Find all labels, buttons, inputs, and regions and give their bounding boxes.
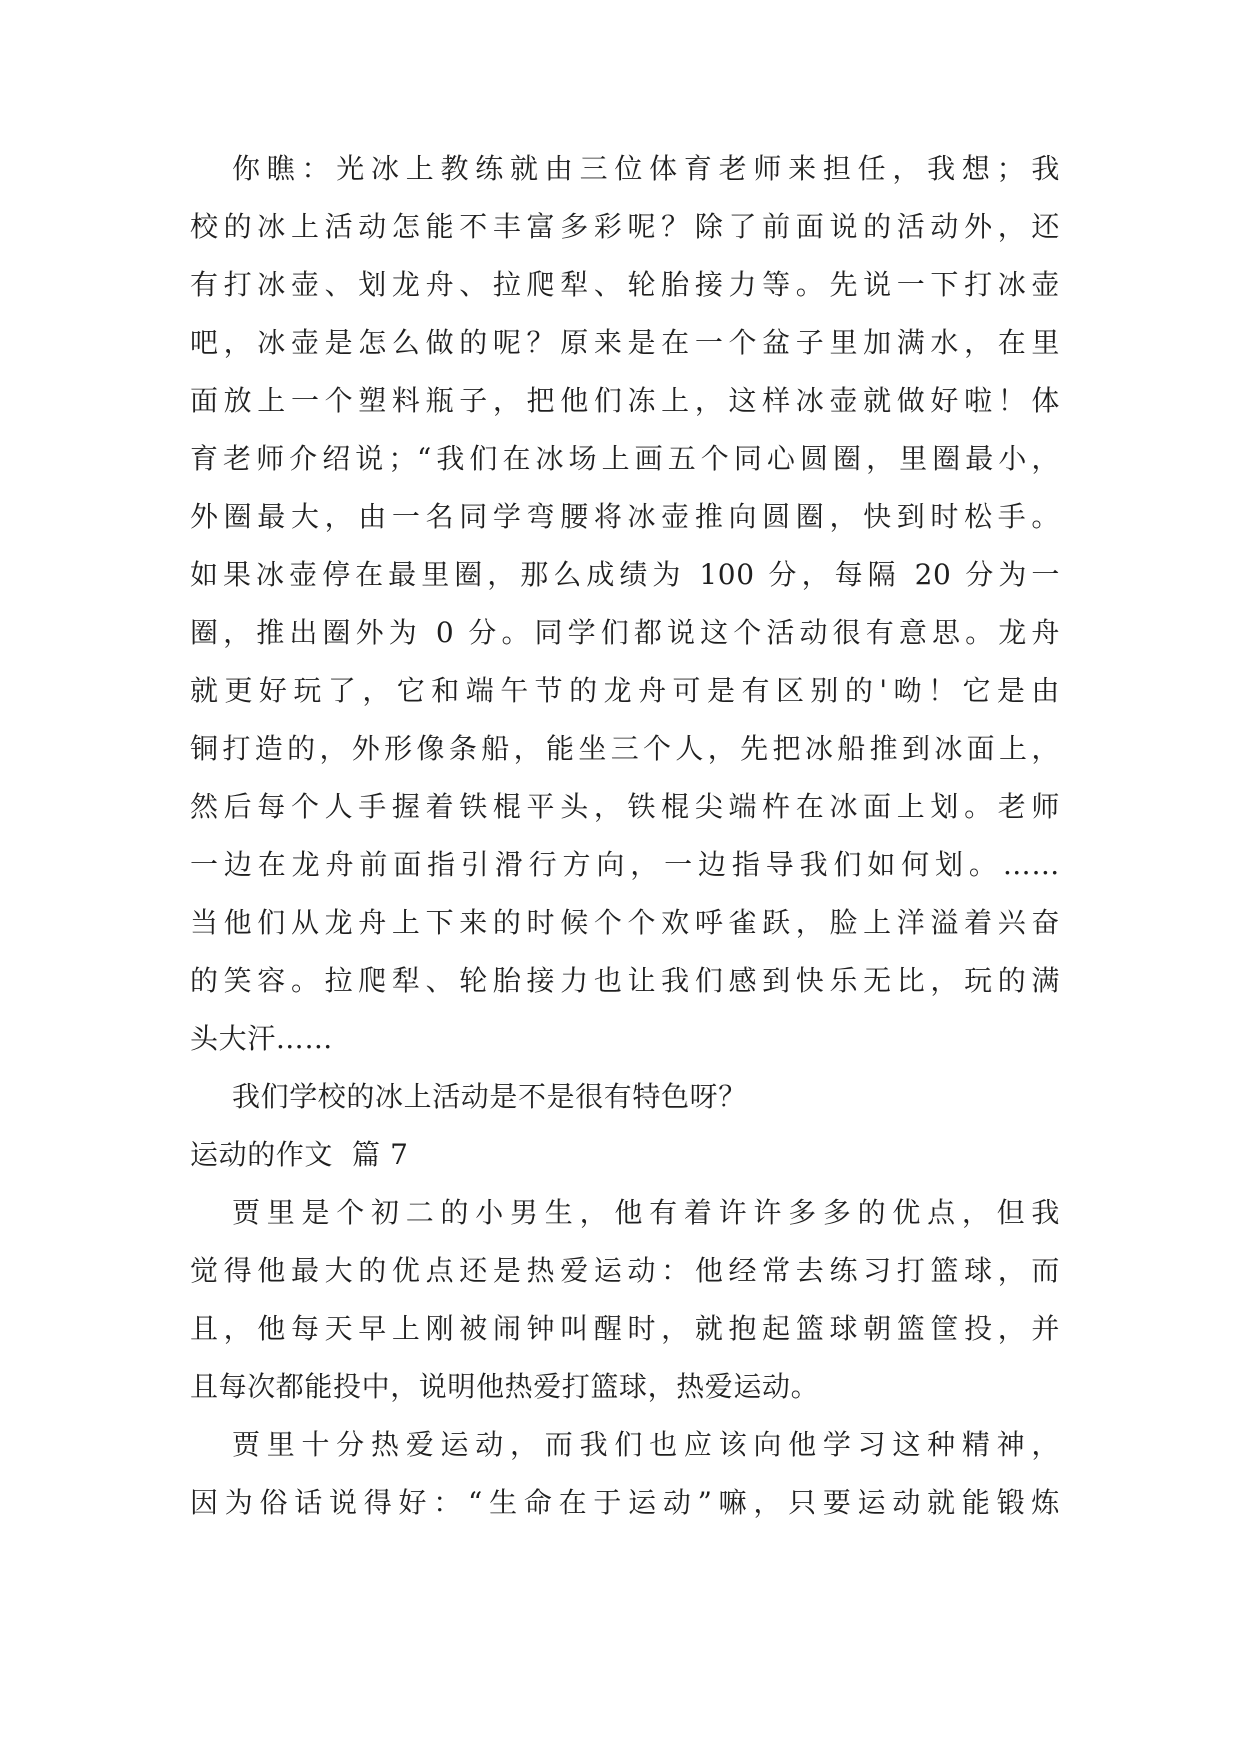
paragraph-line: 贾里是个初二的小男生，他有着许许多多的优点，但我 (232, 1196, 1060, 1229)
paragraph-line: 就更好玩了，它和端午节的龙舟可是有区别的'呦！它是由 (190, 674, 1060, 707)
paragraph-line: 且，他每天早上刚被闹钟叫醒时，就抱起篮球朝篮筐投，并 (190, 1312, 1060, 1345)
paragraph-line: 当他们从龙舟上下来的时候个个欢呼雀跃，脸上洋溢着兴奋 (190, 906, 1060, 939)
paragraph-line: 外圈最大，由一名同学弯腰将冰壶推向圆圈，快到时松手。 (190, 500, 1060, 533)
paragraph-line: 贾里十分热爱运动，而我们也应该向他学习这种精神， (232, 1428, 1060, 1461)
paragraph-line: 觉得他最大的优点还是热爱运动：他经常去练习打篮球，而 (190, 1254, 1060, 1287)
paragraph-line: 校的冰上活动怎能不丰富多彩呢？除了前面说的活动外，还 (190, 210, 1060, 243)
paragraph-line: 的笑容。拉爬犁、轮胎接力也让我们感到快乐无比，玩的满 (190, 964, 1060, 997)
paragraph-line: 面放上一个塑料瓶子，把他们冻上，这样冰壶就做好啦！体 (190, 384, 1060, 417)
paragraph-line: 铜打造的，外形像条船，能坐三个人，先把冰船推到冰面上， (190, 732, 1060, 765)
paragraph-line: 吧，冰壶是怎么做的呢？原来是在一个盆子里加满水，在里 (190, 326, 1060, 359)
paragraph-line: 我们学校的冰上活动是不是很有特色呀？ (232, 1080, 747, 1113)
paragraph-line: 然后每个人手握着铁棍平头，铁棍尖端杵在冰面上划。老师 (190, 790, 1060, 823)
paragraph-line: 头大汗…… (190, 1022, 334, 1055)
paragraph-line: 如果冰壶停在最里圈，那么成绩为 100 分，每隔 20 分为一 (190, 558, 1060, 591)
paragraph-line: 圈，推出圈外为 0 分。同学们都说这个活动很有意思。龙舟 (190, 616, 1060, 649)
document-body (190, 140, 1060, 1532)
paragraph-line: 且每次都能投中，说明他热爱打篮球，热爱运动。 (190, 1370, 820, 1403)
paragraph-line: 有打冰壶、划龙舟、拉爬犁、轮胎接力等。先说一下打冰壶 (190, 268, 1060, 301)
paragraph-line: 一边在龙舟前面指引滑行方向，一边指导我们如何划。…… (190, 848, 1060, 881)
paragraph-line: 你瞧：光冰上教练就由三位体育老师来担任，我想；我 (232, 152, 1060, 185)
paragraph-line: 育老师介绍说；“我们在冰场上画五个同心圆圈，里圈最小， (190, 442, 1060, 475)
section-title: 运动的作文 篇 7 (190, 1138, 409, 1171)
paragraph-line: 因为俗话说得好：“生命在于运动”嘛，只要运动就能锻炼 (190, 1486, 1060, 1519)
